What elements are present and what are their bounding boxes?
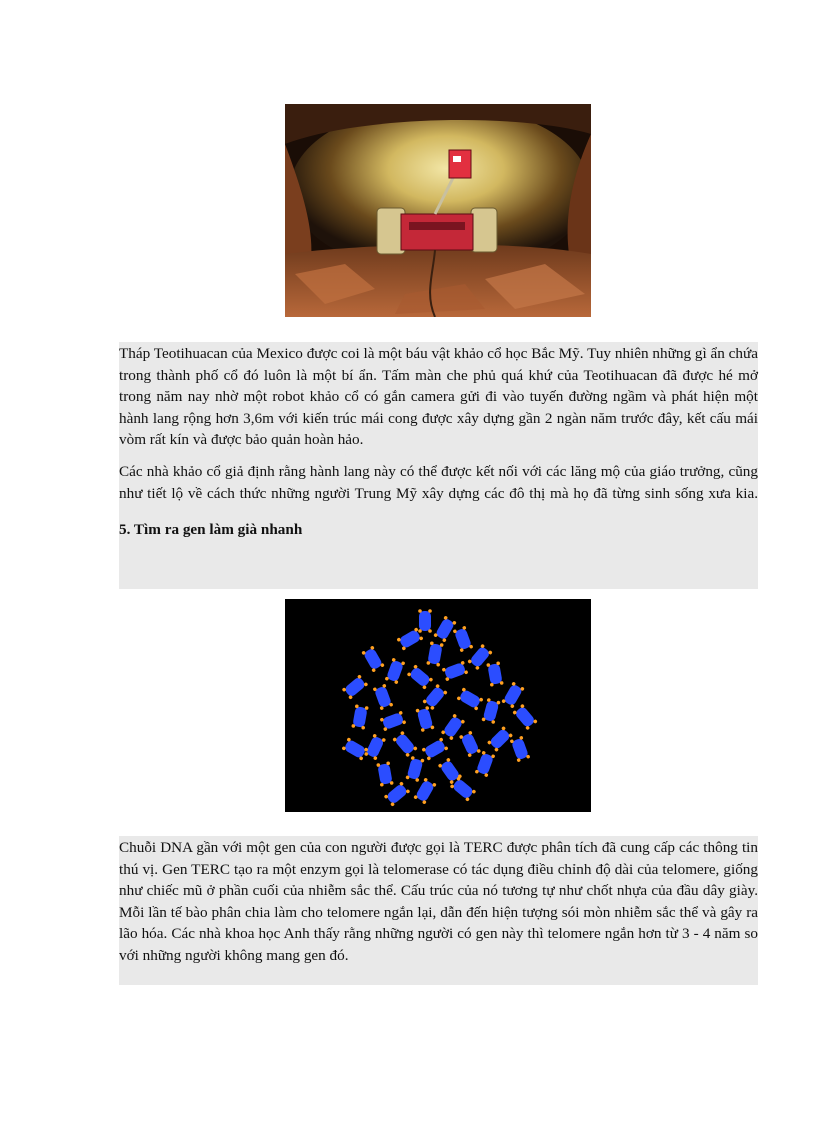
chromosome-photo	[285, 599, 591, 812]
chromosome-shape	[418, 609, 432, 633]
paragraph-archaeologists: Các nhà khảo cổ giả định rằng hành lang này có thể được kết nối với các lăng mộ của giáo trưởng, cũng như tiết lộ về cách thức những người Trung Mỹ xây dựng các đô thị mà họ đã từng sinh sống xưa kia.	[119, 462, 758, 502]
paragraph-teotihuacan: Tháp Teotihuacan của Mexico được coi là một báu vật khảo cổ học Bắc Mỹ. Tuy nhiên những gì ẩn chứa trong thành phố cổ đó luôn là một bí ẩn. Tấm màn che phủ quá khứ của Teotihuacan đã được hé mở trong năm nay nhờ một robot khảo cổ có gắn camera gửi đi vào tuyến đường ngầm và phát hiện một hành lang rộng hơn 3,6m với kiến trúc mái cong được xây dựng gần 2 ngàn năm trước đây, kết cấu mái vòm rất kín và được bảo quản hoàn hảo.	[119, 345, 758, 449]
article-section-2	[119, 836, 758, 985]
robot-tunnel-photo	[285, 104, 591, 317]
article-section-1	[119, 342, 758, 589]
chromosome-illustration	[285, 599, 591, 812]
robot-tunnel-illustration	[285, 104, 591, 317]
paragraph-terc-gene: Chuỗi DNA gần với một gen của con người được gọi là TERC được phân tích đã cung cấp các thông tin thú vị. Gen TERC tạo ra một enzym gọi là telomerase có tác dụng điều chỉnh độ dài của telomere, giống như chiếc mũ ở phần cuối của nhiễm sắc thể. Cấu trúc của nó tương tự như chốt nhựa của đầu dây giày. Mỗi lần tế bào phân chia làm cho telomere ngắn lại, dẫn đến hiện tượng sói mòn nhiễm sắc thể và gây ra lão hóa. Các nhà khoa học Anh thấy rằng những người có gen này thì telomere ngắn hơn từ 3 - 4 năm so với những người không mang gen đó.	[119, 839, 758, 964]
section-heading: 5. Tìm ra gen làm già nhanh	[119, 521, 303, 539]
